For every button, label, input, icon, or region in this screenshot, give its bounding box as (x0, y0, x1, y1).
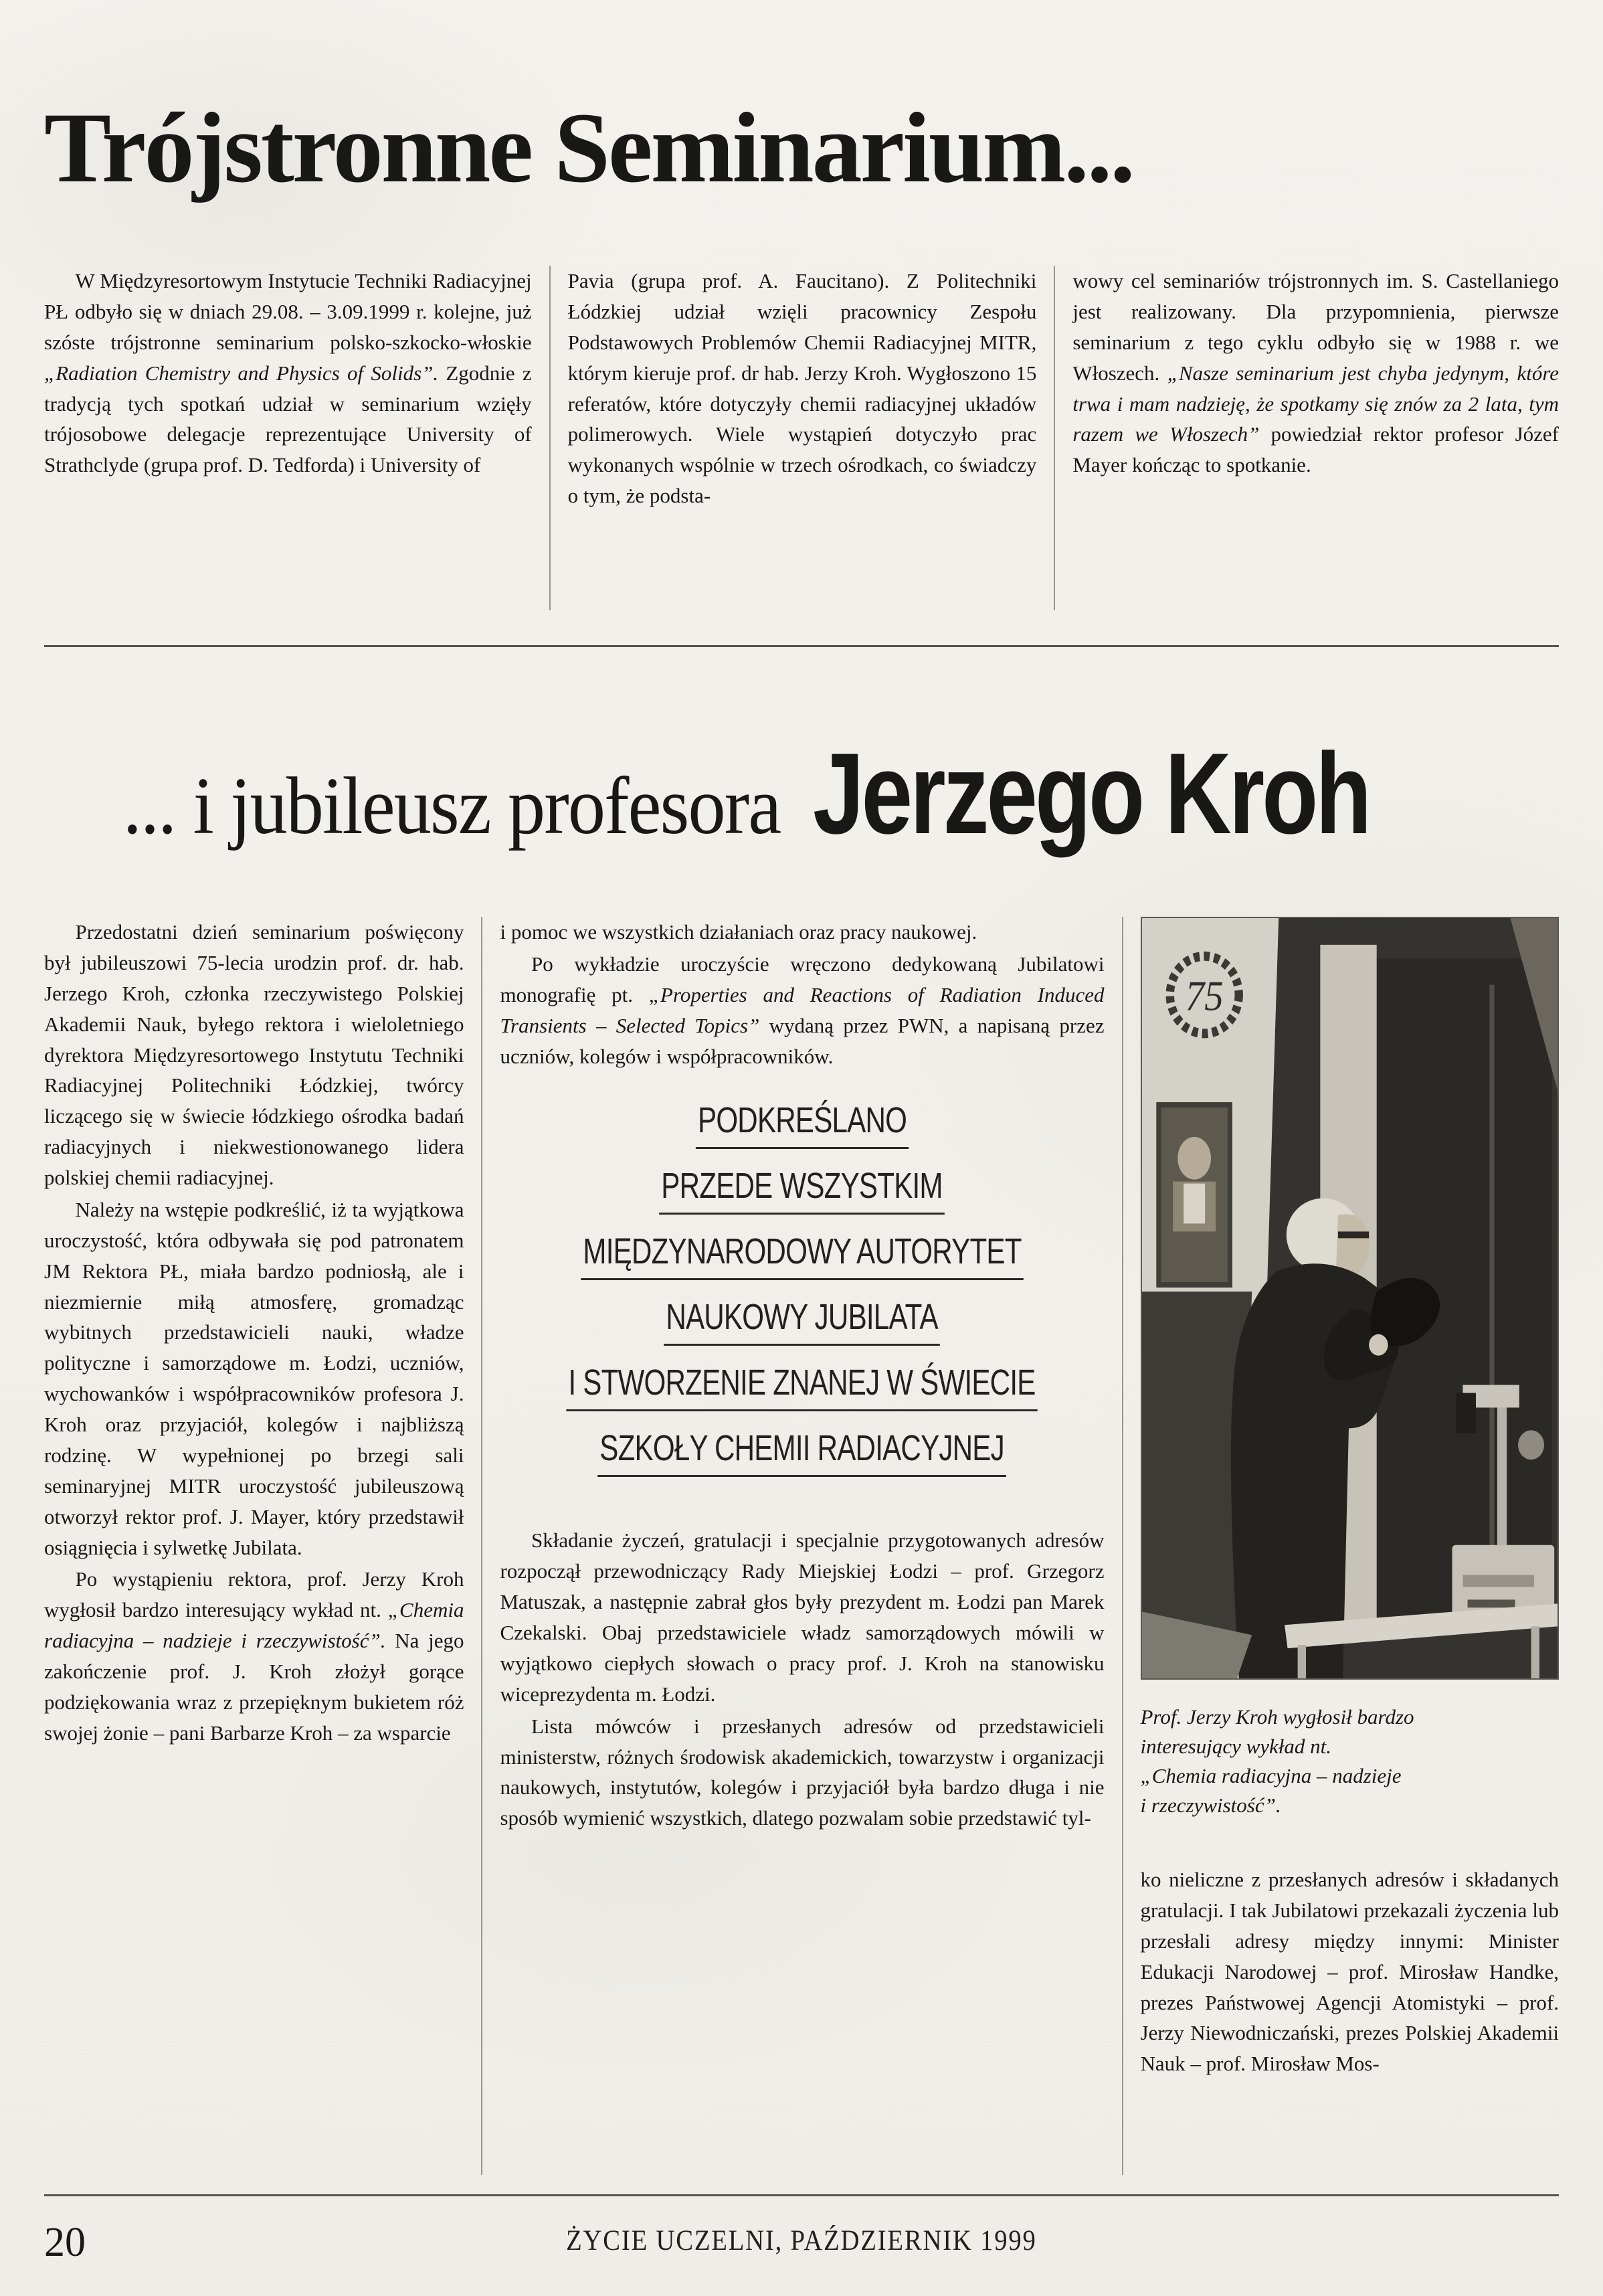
wreath-75-text: 75 (1185, 972, 1224, 1021)
footer-row (44, 2219, 1559, 2266)
projector-vent (1467, 1599, 1515, 1607)
photo-jerzy-kroh-lecture (1141, 917, 1560, 1680)
article1-column-1 (44, 266, 549, 610)
article2-column-3 (1122, 917, 1560, 2175)
text-run: Na jego zakończenie prof. J. Kroh złożył gorące podziękowania wraz z przepięknym bukietem róż swojej żonie – pani Barbarze Kroh – za wsparcie (44, 1629, 464, 1745)
hand (1369, 1334, 1388, 1356)
article1-headline: Trójstronne Seminarium... (44, 92, 1133, 203)
pull-quote-line: MIĘDZYNARODOWY AUTORYTET (500, 1231, 1104, 1296)
pull-quote-line: PODKREŚLANO (500, 1099, 1104, 1165)
article1-col2-paragraph: Pavia (grupa prof. A. Faucitano). Z Politechniki Łódzkiej udział wzięli pracownicy Zespołu Podstawowych Problemów Chemii Radiacyjnej MITR, którym kieruje prof. dr hab. Jerzy Kroh. Wygłoszono 15 referatów, które dotyczyły chemii radiacyjnej układów polimerowych. Wiele wystąpień dotyczyło prac wykonanych wspólnie w trzech ośrodkach, co świadczy o tym, że podsta- (567, 269, 1037, 508)
article2-col3-p1: ko nieliczne z przesłanych adresów i składanych gratulacji. I tak Jubilatowi przekazali życzenia lub przesłali adresy między innymi: Minister Edukacji Narodowej – prof. Mirosław Handke, prezes Państwowej Agencji Atomistyki – prof. Jerzy Niewodniczański, prezes Polskiej Akademii Nauk – prof. Mirosław Mos- (1140, 1868, 1559, 2076)
page-footer (44, 2194, 1559, 2266)
text-run: wydaną przez PWN, a napisaną przez uczniów, kolegów i współpracowników. (500, 1013, 1105, 1068)
issue-line: ŻYCIE UCZELNI, PAŹDZIERNIK 1999 (566, 2225, 1037, 2257)
text-run: wowy cel seminariów trójstronnych im. S. Castellaniego jest realizowany. Dla przypomnienia, pierwsze seminarium z tego cyklu odbyło się w 1988 r. we Włoszech. (1072, 269, 1559, 385)
article2-headline (44, 727, 1559, 860)
article1-column-2 (549, 266, 1054, 610)
caption-line: i rzeczywistość”. (1140, 1793, 1281, 1818)
text-run: Zgodnie z tradycją tych spotkań udział w seminarium wzięły trójosobowe delegacje reprezentujące University of Strathclyde (grupa prof. D. Tedforda) i University of (44, 361, 532, 477)
projector-knob (1518, 1430, 1544, 1460)
portrait-head (1177, 1137, 1211, 1180)
article2-headline-name: Jerzego Kroh (813, 729, 1370, 858)
caption-line: Prof. Jerzy Kroh wygłosił bardzo (1140, 1705, 1414, 1729)
article2-col1-p2: Należy na wstępie podkreślić, iż ta wyjątkowa uroczystość, która odbywała się pod patronatem JM Rektora PŁ, miała bardzo podniosłą, ale i niezmiernie miłą atmosferę, gromadząc wybitnych przedstawicieli nauki, władze polityczne i samorządowe m. Łodzi, uczniów, wychowanków i współpracowników profesora J. Kroh oraz przyjaciół, kolegów i najbliższą rodzinę. W wypełnionej po brzegi sali seminaryjnej MITR uroczystość jubileuszową otworzył rektor prof. J. Mayer, który przedstawił osiągnięcia i sylwetkę Jubilata. (44, 1197, 464, 1559)
article2-headline-prefix: ... i jubileusz profesora (123, 761, 781, 851)
article1-column-3 (1054, 266, 1559, 610)
pull-quote-line: I STWORZENIE ZNANEJ W ŚWIECIE (500, 1362, 1104, 1427)
projector-mirror (1455, 1393, 1475, 1433)
caption-line: interesujący wykład nt. (1140, 1735, 1332, 1759)
text-run: powiedział rektor profesor Józef Mayer kończąc to spotkanie. (1072, 422, 1559, 477)
projector-column (1497, 1385, 1506, 1559)
panel-edge (1489, 985, 1494, 1625)
article2-column-1 (44, 917, 481, 2175)
pull-quote-line: SZKOŁY CHEMII RADIACYJNEJ (500, 1427, 1104, 1493)
text-run: Po wystąpieniu rektora, prof. Jerzy Kroh wygłosił bardzo interesujący wykład nt. (44, 1567, 464, 1622)
article2-col2-p3: Składanie życzeń, gratulacji i specjalnie przygotowanych adresów rozpoczął przewodniczący Rady Miejskiej Łodzi – prof. Grzegorz Matuszak, a następnie zabrał głos były prezydent m. Łodzi pan Marek Czekalski. Obaj przedstawiciele władz samorządowych mówili w wyjątkowo ciepłych słowach o pracy prof. J. Kroh na stanowisku wiceprezydenta m. Łodzi. (500, 1528, 1105, 1706)
italic-title-run: „Radiation Chemistry and Physics of Solids”. (44, 361, 439, 385)
table-leg (1531, 1626, 1539, 1678)
article2-column-2 (481, 917, 1121, 2175)
article1-columns (44, 266, 1559, 610)
article1-col1-paragraph (44, 266, 532, 480)
article2-col2-p1: i pomoc we wszystkich działaniach oraz pracy naukowej. (500, 920, 977, 944)
article2-col2-p2 (500, 949, 1104, 1072)
page-number: 20 (44, 2220, 86, 2265)
article2-col1-p1: Przedostatni dzień seminarium poświęcony był jubileuszowi 75-lecia urodzin prof. dr. hab. Jerzego Kroh, członka rzeczywistego Polskiej Akademii Nauk, byłego rektora i wieloletniego dyrektora Międzyresortowego Instytutu Techniki Radiacyjnej Politechniki Łódzkiej, twórcy liczącego się w świecie łódzkiego ośrodka badań radiacyjnych i niekwestionowanego lidera polskiej chemii radiacyjnej. (44, 920, 464, 1189)
italic-lecture-title-run: „Chemia radiacyjna – nadzieje i rzeczywistość”. (44, 1598, 464, 1653)
article2-col2-p4: Lista mówców i przesłanych adresów od przedstawicieli ministerstw, różnych środowisk akademickich, towarzystw i organizacji naukowych, instytutów, kolegów i przyjaciół była bardzo długa i nie sposób wymienić wszystkich, dlatego pozwalam sobie przedstawić tyl- (500, 1714, 1105, 1830)
article2-columns (44, 917, 1559, 2175)
pull-quote-line: PRZEDE WSZYSTKIM (500, 1165, 1104, 1231)
portrait-collar (1184, 1184, 1205, 1224)
section-divider (44, 645, 1559, 647)
article2-col1-p3 (44, 1564, 464, 1748)
photo-caption (1141, 1702, 1560, 1820)
table-leg (1297, 1645, 1305, 1678)
caption-line: „Chemia radiacyjna – nadzieje (1140, 1764, 1402, 1788)
italic-monograph-title-run: „Properties and Reactions of Radiation Induced Transients – Selected Topics” (500, 982, 1105, 1037)
article1-col3-paragraph (1072, 266, 1559, 480)
projector-slot (1463, 1575, 1534, 1587)
text-run: Po wykładzie uroczyście wręczono dedykowaną Jubilatowi monografię pt. (500, 952, 1105, 1006)
italic-quote-run: „Nasze seminarium jest chyba jedynym, które trwa i mam nadzieję, że spotkamy się znów za 2 lata, tym razem we Włoszech” (1072, 361, 1559, 446)
pull-quote-block (500, 1099, 1104, 1493)
pull-quote-line: NAUKOWY JUBILATA (500, 1296, 1104, 1362)
glasses-icon (1337, 1231, 1368, 1238)
issue-line-wrap (44, 2224, 1559, 2257)
text-run: W Międzyresortowym Instytucie Techniki Radiacyjnej PŁ odbyło się w dniach 29.08. – 3.09.1999 r. kolejne, już szóste trójstronne seminarium polsko-szkocko-włoskie (44, 269, 532, 354)
